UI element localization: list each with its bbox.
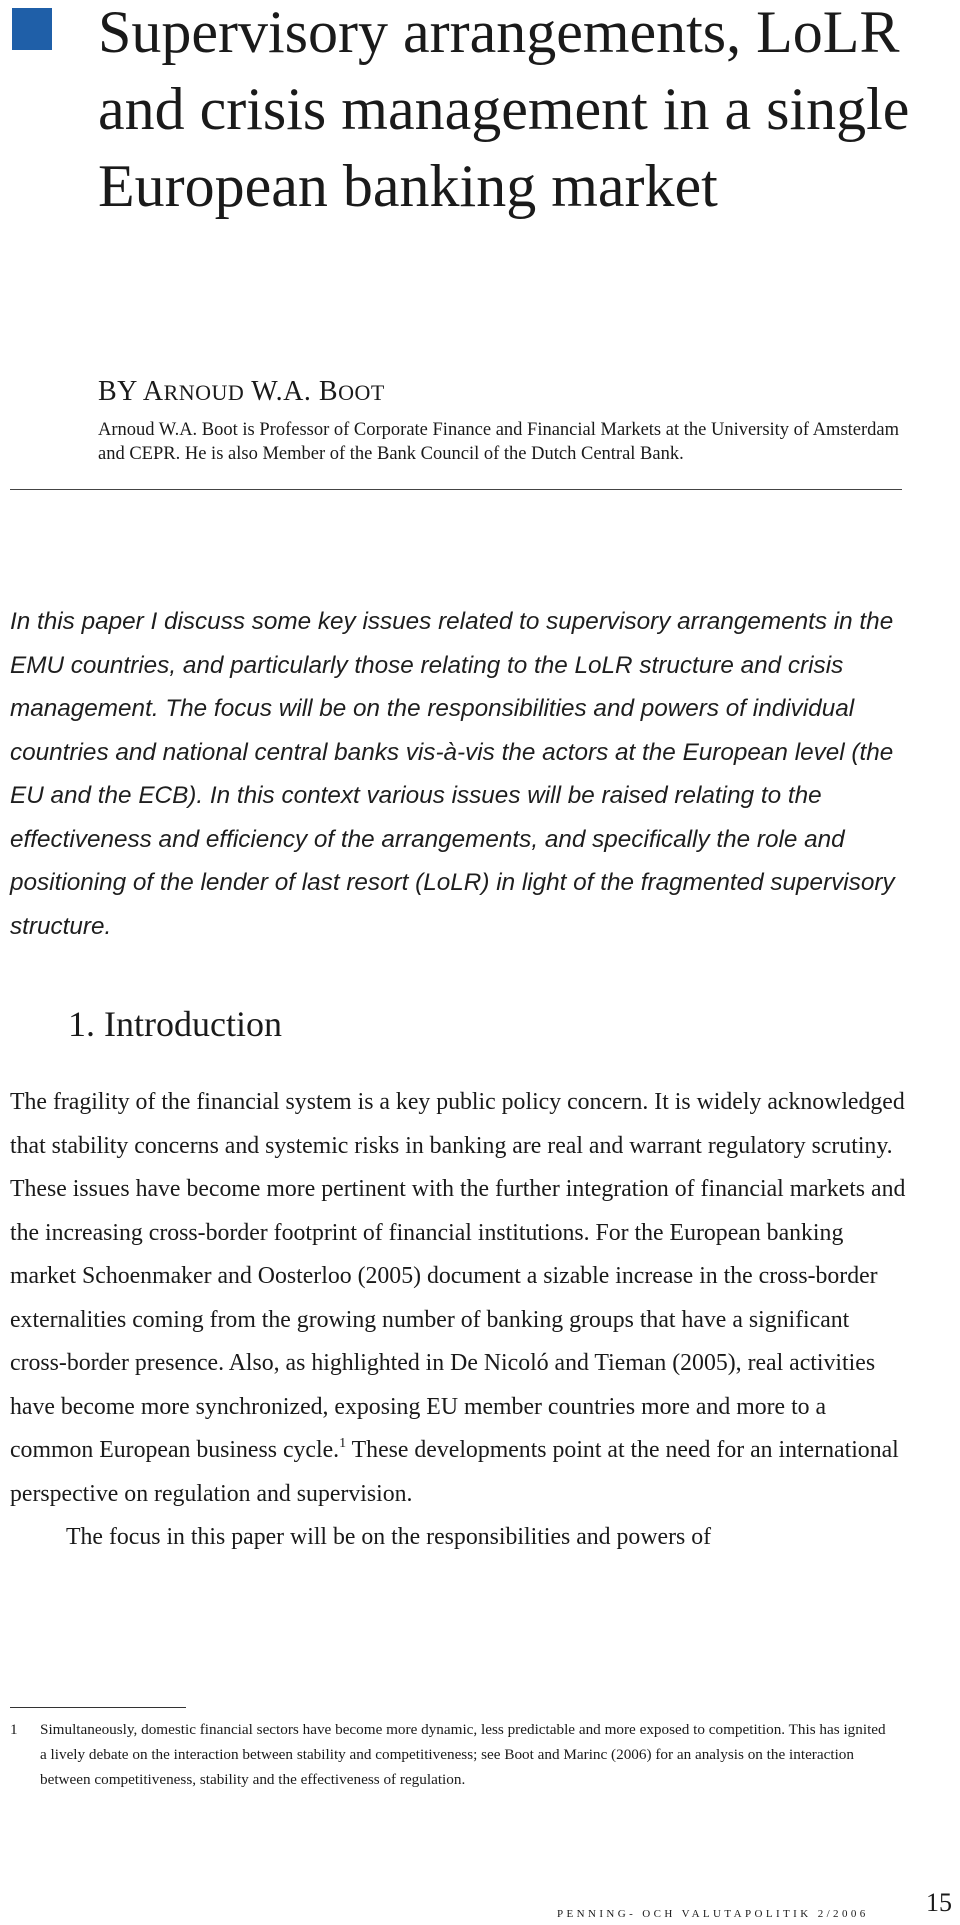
byline-prefix: BY — [98, 376, 137, 407]
byline-name-2: W.A. — [251, 376, 312, 407]
byline-name-3: BOOT — [318, 376, 385, 407]
byline — [98, 376, 385, 408]
running-footer: PENNING- OCH VALUTAPOLITIK 2/2006 — [557, 1908, 869, 1920]
footnote-number: 1 — [10, 1721, 18, 1738]
footnote — [10, 1717, 890, 1792]
author-bio: Arnoud W.A. Boot is Professor of Corporate Finance and Financial Markets at the University of Amsterdam and CEPR. He is also Member of the Bank Council of the Dutch Central Bank. — [98, 420, 900, 464]
page-number: 15 — [926, 1888, 952, 1917]
abstract: In this paper I discuss some key issues related to supervisory arrangements in the EMU countries, and particularly those relating to the LoLR structure and crisis management. The focus will be on the responsibilities and powers of individual countries and national central banks vis-à-vis the actors at the European level (the EU and the ECB). In this context various issues will be raised relating to the effectiveness and efficiency of the arrangements, and specifically the role and positioning of the lender of last resort (LoLR) in light of the fragmented supervisory structure. — [10, 608, 895, 940]
body-text — [10, 1081, 910, 1560]
footnote-text: Simultaneously, domestic financial sectors have become more dynamic, less predictable and more exposed to competition. This has ignited a lively debate on the interaction between stability and competitiveness; see Boot and Marinc (2006) for an analysis on the interaction between competitiveness, stability and the effectiveness of regulation. — [40, 1721, 886, 1788]
section-heading: 1. Introduction — [68, 1004, 282, 1044]
title-accent-square — [12, 8, 52, 50]
body-paragraph-1: The fragility of the financial system is a key public policy concern. It is widely acknowledged that stability concerns and systemic risks in banking are real and warrant regulatory scrutiny. These issues have become more pertinent with the further integration of financial markets and the increasing cross-border footprint of financial institutions. For the European banking market Schoenmaker and Oosterloo (2005) document a sizable increase in the cross-border externalities coming from the growing number of banking groups that have a significant cross-border presence. Also, as highlighted in De Nicoló and Tieman (2005), real activities have become more synchronized, exposing EU member countries more and more to a common European business cycle.$^1$ These developments point at the need for an international perspective on regulation and supervision. — [10, 1089, 906, 1507]
header-divider — [10, 489, 902, 490]
body-paragraph-2: The focus in this paper will be on the responsibilities and powers of — [66, 1524, 712, 1550]
footnote-ref[interactable]: 1 — [339, 1436, 347, 1451]
footnote-divider — [10, 1707, 186, 1708]
byline-name-1: ARNOUD — [142, 376, 245, 407]
article-title: Supervisory arrangements, LoLR and crisis management in a single European banking market — [98, 0, 910, 219]
